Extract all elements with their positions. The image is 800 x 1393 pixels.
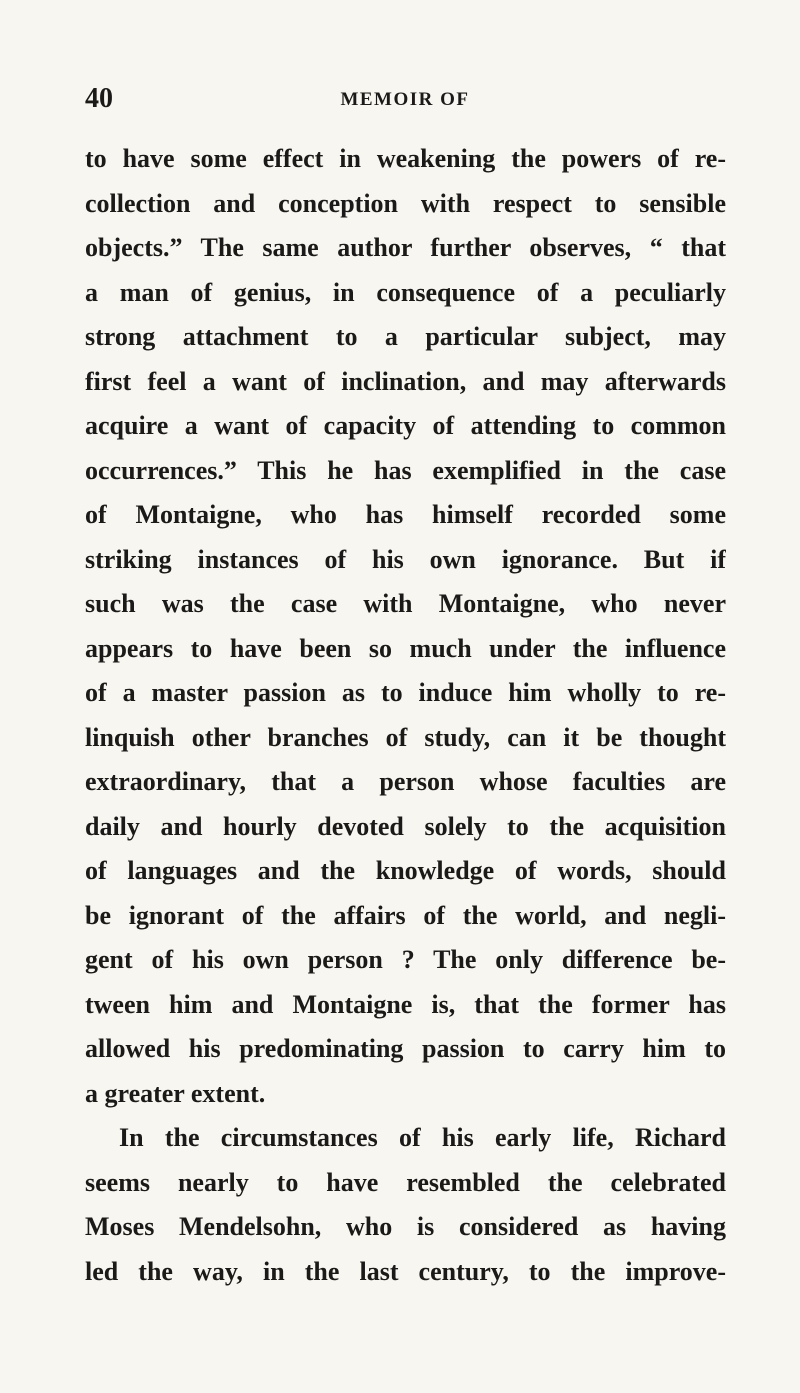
text-line: a greater extent. xyxy=(85,1078,266,1108)
text-line: led the way, in the last century, to the improve- xyxy=(85,1256,726,1286)
text-line: be ignorant of the affairs of the world, and negli- xyxy=(85,900,726,930)
text-line: to have some effect in weakening the powers of re- xyxy=(85,144,726,173)
text-line: extraordinary, that a person whose faculties are xyxy=(85,767,726,796)
text-line: appears to have been so much under the influence xyxy=(85,633,726,663)
text-line: first feel a want of inclination, and may afterwards xyxy=(85,366,726,396)
text-line: strong attachment to a particular subject, may xyxy=(85,322,726,351)
text-line: seems nearly to have resembled the celebrated xyxy=(85,1167,726,1197)
running-title: MEMOIR OF xyxy=(340,89,470,110)
body-text xyxy=(85,137,726,1294)
text-line: occurrences.” This he has exemplified in the case xyxy=(85,455,726,485)
text-line: of Montaigne, who has himself recorded some xyxy=(85,500,726,529)
running-head xyxy=(85,84,725,114)
text-line: acquire a want of capacity of attending to common xyxy=(85,411,726,440)
text-line: daily and hourly devoted solely to the acquisition xyxy=(85,811,726,841)
text-line: tween him and Montaigne is, that the former has xyxy=(85,989,726,1019)
text-line: of languages and the knowledge of words, should xyxy=(85,856,726,885)
text-line: gent of his own person ? The only difference be- xyxy=(85,945,726,974)
text-line: collection and conception with respect to sensible xyxy=(85,188,726,218)
text-line: Moses Mendelsohn, who is considered as having xyxy=(85,1212,726,1241)
text-line: objects.” The same author further observes, “ that xyxy=(85,233,726,262)
text-line: a man of genius, in consequence of a peculiarly xyxy=(85,277,726,307)
text-line: striking instances of his own ignorance. But if xyxy=(85,544,726,574)
text-line: of a master passion as to induce him wholly to re- xyxy=(85,678,726,707)
page-number: 40 xyxy=(85,83,113,114)
text-line: allowed his predominating passion to carry him to xyxy=(85,1034,726,1063)
text-line: such was the case with Montaigne, who never xyxy=(85,589,726,618)
text-line: linquish other branches of study, can it be thought xyxy=(85,722,726,752)
text-line: In the circumstances of his early life, Richard xyxy=(119,1123,726,1152)
